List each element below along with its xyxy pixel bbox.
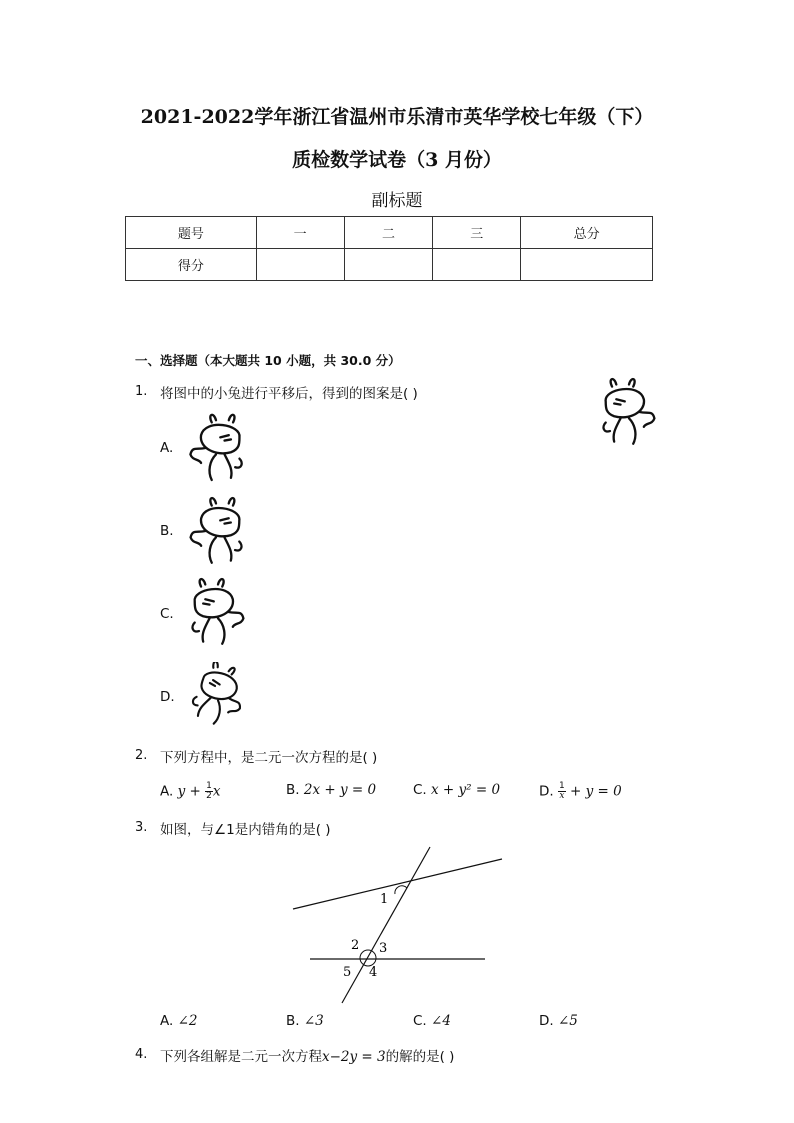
question-number: 2. — [135, 748, 148, 763]
rabbit-option-d-image[interactable] — [184, 662, 256, 728]
score-table-header-row — [126, 217, 653, 249]
question-text — [160, 1045, 454, 1065]
option-expression: ∠3 — [303, 1013, 324, 1029]
question-number: 4. — [135, 1047, 148, 1062]
upper-line — [293, 859, 502, 909]
question-text-part: 下列各组解是二元一次方程 — [160, 1049, 322, 1065]
option-a[interactable] — [160, 1013, 198, 1029]
option-d[interactable] — [539, 1013, 578, 1029]
score-table-cell: 一 — [256, 217, 344, 249]
option-expression: ∠4 — [431, 1013, 451, 1029]
option-a[interactable] — [160, 782, 220, 801]
option-label: A. — [160, 1013, 174, 1029]
question-number: 3. — [135, 820, 148, 835]
option-d[interactable] — [539, 782, 622, 801]
option-expression: 2x + y = 0 — [303, 782, 377, 798]
fraction-numerator: 1 — [206, 781, 212, 791]
section-heading: 一、选择题（本大题共 10 小题，共 30.0 分） — [135, 353, 401, 368]
option-expression: y + — [177, 783, 206, 800]
option-label: D. — [539, 783, 554, 800]
page-subtitle: 副标题 — [371, 191, 423, 211]
option-c[interactable] — [413, 1013, 451, 1029]
score-table-cell: 三 — [433, 217, 521, 249]
score-table — [125, 216, 653, 281]
angle-label-4: 4 — [369, 965, 378, 980]
score-entry-cell[interactable] — [344, 249, 433, 281]
score-table-cell: 得分 — [126, 249, 257, 281]
transversal-line — [342, 847, 430, 1003]
rabbit-option-a-image[interactable] — [184, 410, 248, 486]
option-expression: ∠2 — [177, 1013, 198, 1029]
fraction-denominator: 2 — [206, 791, 212, 801]
question-number: 1. — [135, 384, 148, 399]
option-label: C. — [160, 606, 174, 622]
question-equation: x−2y = 3 — [322, 1049, 386, 1065]
fraction-denominator: x — [559, 791, 565, 801]
fraction-numerator: 1 — [558, 781, 565, 791]
option-b[interactable] — [286, 782, 376, 798]
angle-label-3: 3 — [379, 941, 388, 956]
question-text-part: 的解的是( ) — [385, 1049, 455, 1065]
question-text: 将图中的小兔进行平移后，得到的图案是( ) — [160, 386, 418, 402]
option-b[interactable] — [286, 1013, 324, 1029]
option-label: B. — [160, 523, 174, 539]
option-label: B. — [286, 1013, 300, 1029]
question-text: 如图，与∠1是内错角的是( ) — [160, 822, 331, 838]
score-entry-cell[interactable] — [256, 249, 344, 281]
option-label: A. — [160, 783, 174, 800]
rabbit-reference-image — [595, 376, 663, 448]
score-entry-cell[interactable] — [521, 249, 653, 281]
rabbit-option-c-image[interactable] — [186, 576, 250, 648]
option-label: A. — [160, 440, 174, 456]
option-label: D. — [160, 689, 175, 705]
rabbit-option-b-image[interactable] — [184, 495, 248, 567]
score-table-cell: 题号 — [126, 217, 257, 249]
fraction — [205, 782, 213, 801]
score-table-score-row — [126, 249, 653, 281]
score-table-cell: 二 — [344, 217, 433, 249]
option-expression: x — [212, 783, 221, 800]
fraction — [558, 782, 566, 801]
page-title-line2: 质检数学试卷（3 月份） — [292, 149, 502, 171]
page-title-line1: 2021-2022学年浙江省温州市乐清市英华学校七年级（下） — [140, 106, 654, 128]
option-label: C. — [413, 782, 427, 798]
option-label: C. — [413, 1013, 427, 1029]
option-label: D. — [539, 1013, 554, 1029]
option-expression: ∠5 — [557, 1013, 578, 1029]
option-c[interactable] — [413, 782, 500, 798]
score-table-cell: 总分 — [521, 217, 653, 249]
option-label: B. — [286, 782, 300, 798]
angle-label-5: 5 — [343, 965, 352, 980]
option-expression: x + y² = 0 — [431, 782, 501, 798]
angle-figure — [285, 842, 510, 1007]
angle-label-2: 2 — [351, 938, 360, 953]
angle-label-1: 1 — [380, 892, 389, 907]
question-text: 下列方程中，是二元一次方程的是( ) — [160, 750, 378, 766]
option-expression: + y = 0 — [565, 783, 622, 800]
score-entry-cell[interactable] — [433, 249, 521, 281]
